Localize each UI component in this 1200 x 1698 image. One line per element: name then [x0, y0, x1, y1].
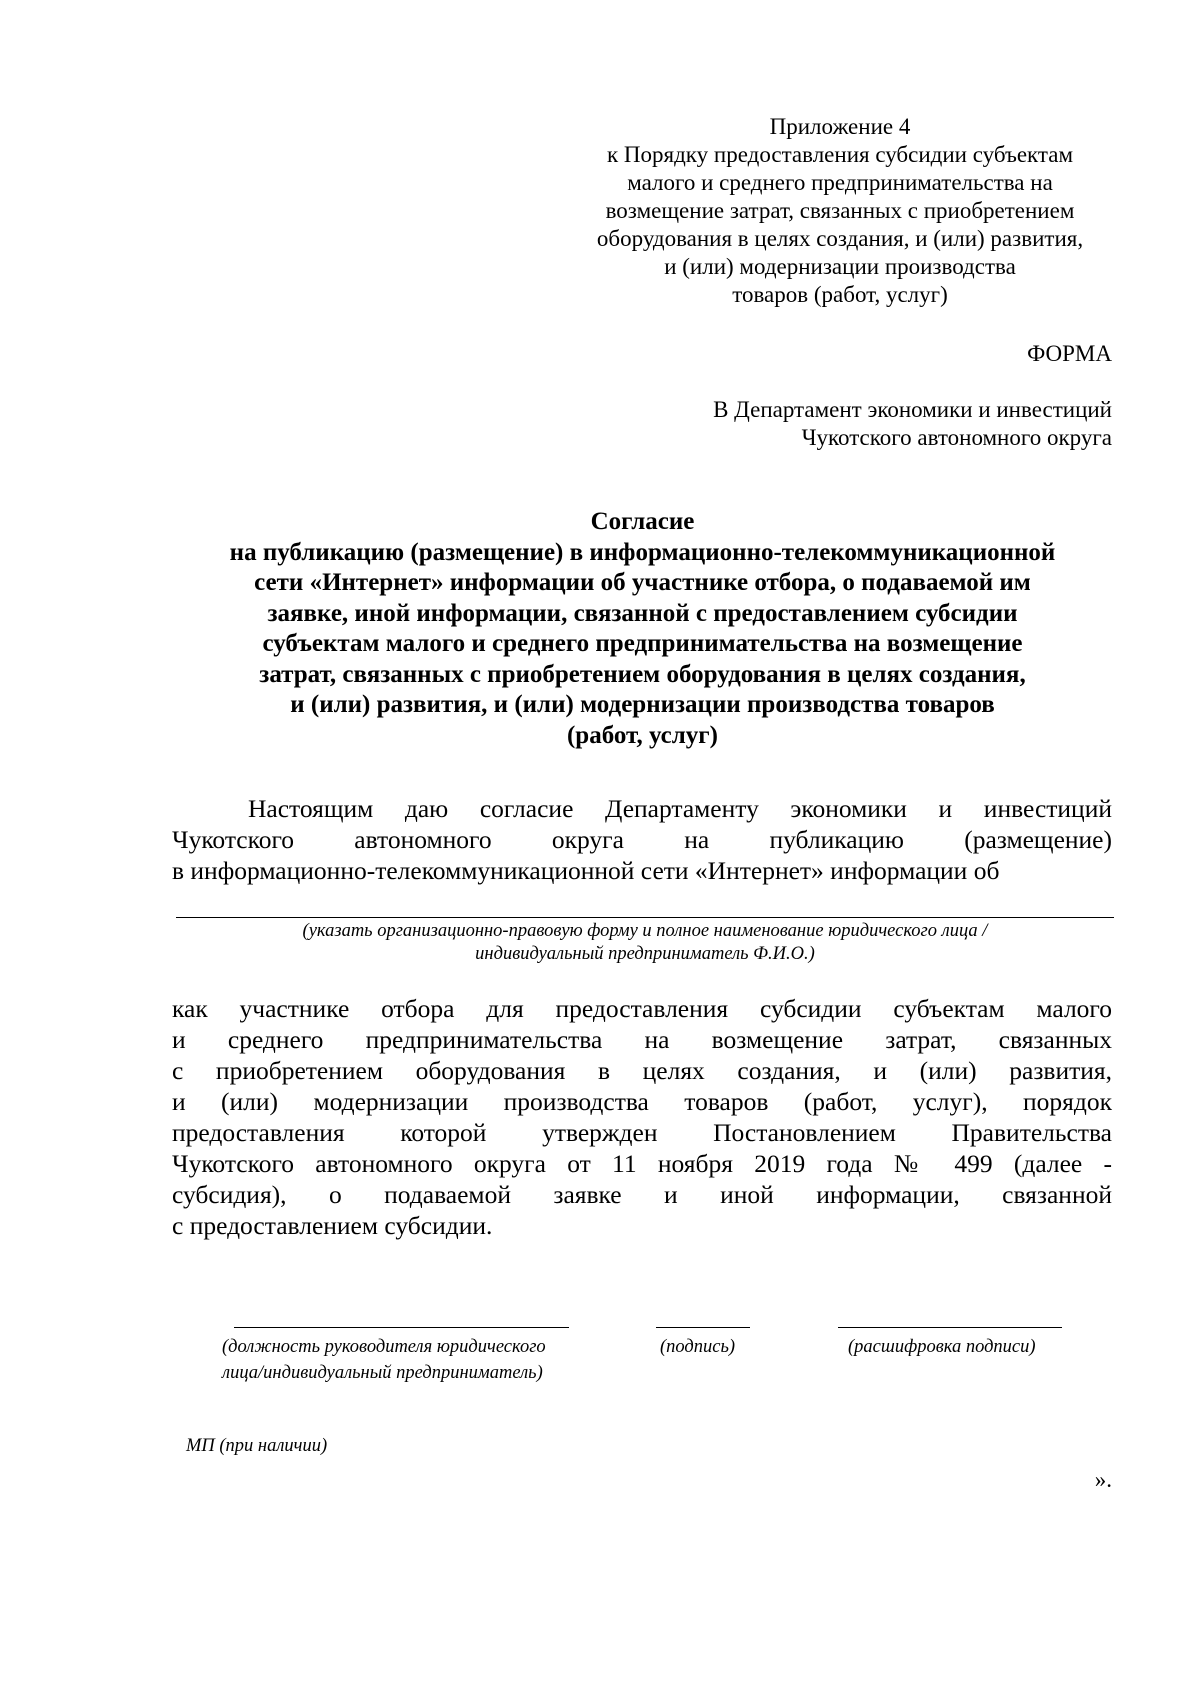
position-label — [222, 1334, 582, 1386]
addressee-line: В Департамент экономики и инвестиций — [713, 397, 1112, 422]
addressee-block — [713, 396, 1112, 452]
paragraph-line: Чукотского автономного округа от 11 ноября 2019 года № 499 (далее - — [172, 1149, 1112, 1178]
paragraph-line: Чукотского автономного округа на публикацию (размещение) — [172, 825, 1112, 854]
form-label: ФОРМА — [1027, 341, 1112, 366]
stamp-label: МП (при наличии) — [186, 1436, 328, 1456]
signature-line — [656, 1327, 750, 1328]
paragraph-line: предоставления которой утвержден Постановлением Правительства — [172, 1118, 1112, 1147]
title-line: заявке, иной информации, связанной с предоставлением субсидии — [267, 599, 1018, 627]
paragraph-line: Настоящим даю согласие Департаменту экономики и инвестиций — [248, 794, 1112, 823]
title-line: (работ, услуг) — [566, 721, 718, 749]
title-line: субъектам малого и среднего предпринимательства на возмещение — [262, 630, 1023, 657]
position-label-line: лица/индивидуальный предприниматель) — [222, 1363, 543, 1383]
appendix-line: к Порядку предоставления субсидии субъектам — [606, 142, 1074, 167]
consent-paragraph — [172, 793, 1112, 886]
appendix-line: Приложение 4 — [769, 114, 911, 139]
position-signature-line — [234, 1327, 569, 1328]
appendix-line: возмещение затрат, связанных с приобретением — [605, 198, 1075, 223]
participant-paragraph — [172, 993, 1112, 1241]
title-line: на публикацию (размещение) в информационно-телекоммуникационной — [229, 538, 1056, 566]
signature-label: (подпись) — [660, 1337, 736, 1357]
signature-decode-line — [838, 1327, 1062, 1328]
paragraph-line: как участнике отбора для предоставления субсидии субъектам малого — [172, 994, 1112, 1023]
appendix-line: оборудования в целях создания, и (или) развития, — [596, 226, 1084, 251]
title-line: сети «Интернет» информации об участнике отбора, о подаваемой им — [254, 569, 1031, 596]
title-line: затрат, связанных с приобретением оборудования в целях создания, — [259, 660, 1026, 688]
position-label-line: (должность руководителя юридического — [222, 1337, 546, 1357]
closing-quote-mark: ». — [1094, 1467, 1112, 1492]
addressee-line: Чукотского автономного округа — [801, 425, 1112, 450]
paragraph-line: с приобретением оборудования в целях создания, и (или) развития, — [172, 1056, 1112, 1085]
appendix-line: товаров (работ, услуг) — [732, 282, 948, 307]
document-title — [150, 507, 1135, 751]
signature-decode-label: (расшифровка подписи) — [848, 1337, 1036, 1357]
appendix-line: и (или) модернизации производства — [664, 254, 1016, 279]
paragraph-line: и (или) модернизации производства товаров (работ, услуг), порядок — [172, 1087, 1112, 1116]
paragraph-line: с предоставлением субсидии. — [172, 1211, 493, 1240]
paragraph-line: субсидия), о подаваемой заявке и иной информации, связанной — [172, 1180, 1112, 1209]
hint-line: индивидуальный предприниматель Ф.И.О.) — [475, 944, 815, 964]
paragraph-line: и среднего предпринимательства на возмещение затрат, связанных — [172, 1025, 1112, 1054]
name-fill-hint — [176, 920, 1114, 966]
title-line: Согласие — [590, 508, 695, 535]
title-line: и (или) развития, и (или) модернизации производства товаров — [290, 691, 995, 718]
appendix-header — [590, 113, 1090, 309]
paragraph-line: в информационно-телекоммуникационной сети «Интернет» информации об — [172, 856, 1000, 885]
name-fill-line — [176, 917, 1114, 918]
hint-line: (указать организационно-правовую форму и полное наименование юридического лица / — [302, 921, 988, 941]
appendix-line: малого и среднего предпринимательства на — [627, 170, 1053, 195]
